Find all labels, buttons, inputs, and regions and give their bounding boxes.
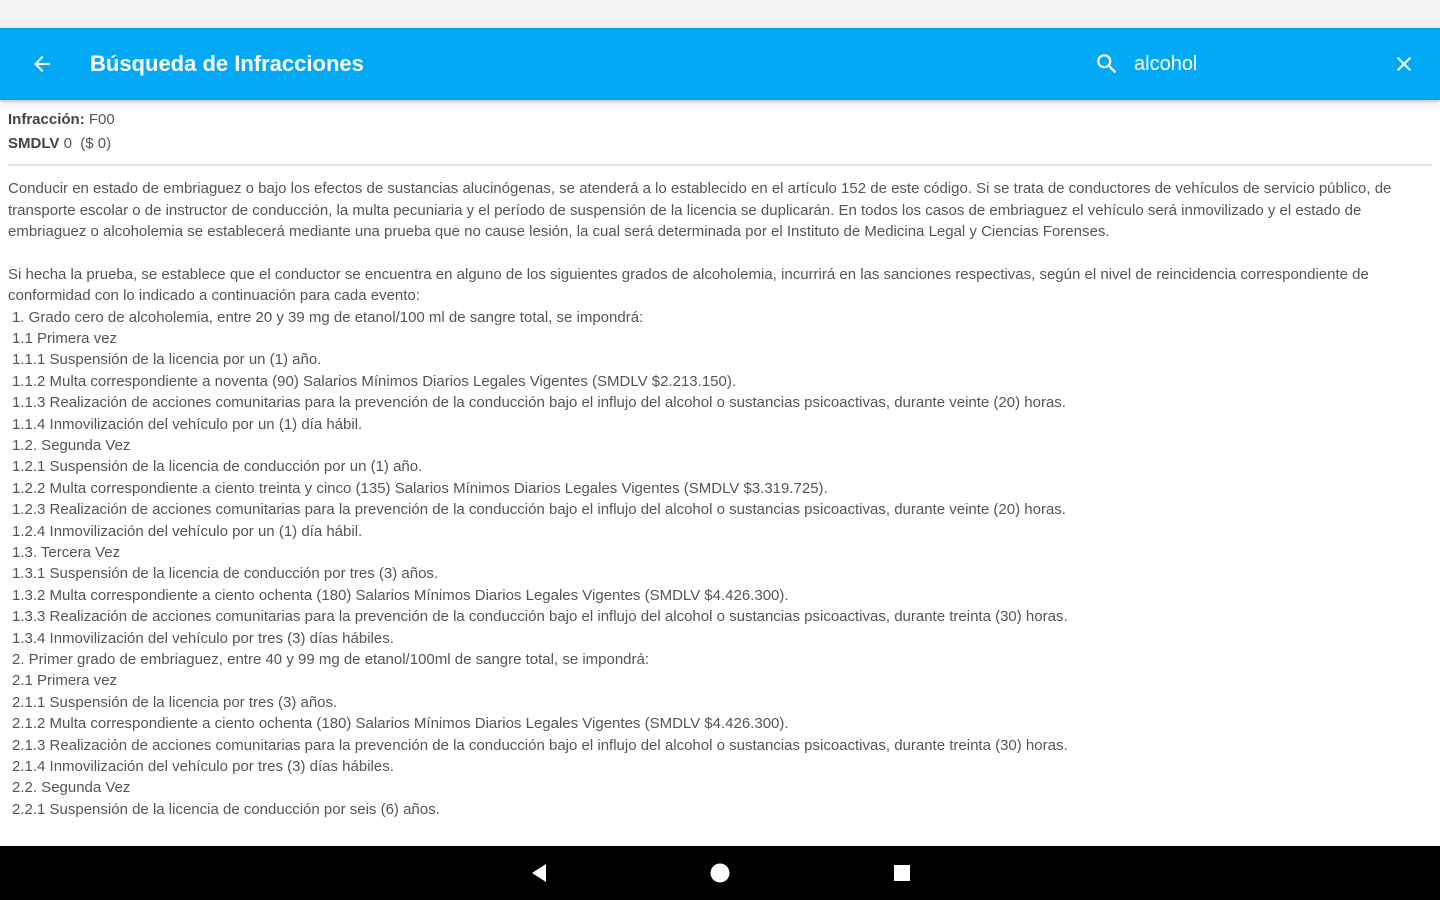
sanction-line: 1.2.1 Suspensión de la licencia de conducción por un (1) año. xyxy=(12,458,423,476)
sanction-line: 1. Grado cero de alcoholemia, entre 20 y 39 mg de etanol/100 ml de sangre total, se impondrá: xyxy=(12,308,644,326)
infraction-code-row xyxy=(8,108,1432,132)
sanction-line: 2.1 Primera vez xyxy=(12,672,118,690)
sanction-line: 2. Primer grado de embriaguez, entre 40 y 99 mg de etanol/100ml de sangre total, se impondrá: xyxy=(12,651,650,668)
sanction-line: 2.1.4 Inmovilización del vehículo por tres (3) días hábiles. xyxy=(12,758,394,776)
sanction-line: 1.2. Segunda Vez xyxy=(12,436,131,454)
smdlv-row xyxy=(8,132,1432,156)
sanction-line: 2.2. Segunda Vez xyxy=(12,779,131,797)
infraction-code-label: Infracción: xyxy=(8,111,85,128)
sanction-line: 2.1.1 Suspensión de la licencia por tres (3) años. xyxy=(12,693,338,711)
nav-home-circle-icon xyxy=(709,862,731,884)
sanction-line: 1.1.2 Multa correspondiente a noventa (90) Salarios Mínimos Diarios Legales Vigentes (SMDLV $2.213.150). xyxy=(12,372,737,390)
sanction-line: 1.1.4 Inmovilización del vehículo por un (1) día hábil. xyxy=(12,415,363,433)
arrow-back-icon xyxy=(30,52,54,76)
nav-back-triangle-icon xyxy=(528,862,550,884)
close-icon xyxy=(1392,52,1416,76)
sanction-line: 1.2.2 Multa correspondiente a ciento treinta y cinco (135) Salarios Mínimos Diarios Legales Vigentes (SMDLV $3.319.725). xyxy=(12,479,828,497)
sanction-line: 1.3.2 Multa correspondiente a ciento ochenta (180) Salarios Mínimos Diarios Legales Vigentes (SMDLV $4.426.300). xyxy=(12,586,789,604)
system-nav-bar xyxy=(0,846,1440,900)
sanction-line: 1.1.3 Realización de acciones comunitarias para la prevención de la conducción bajo el influjo del alcohol o sustancias psicoactivas, durante veinte (20) horas. xyxy=(12,394,1066,412)
sanction-line: 2.2.1 Suspensión de la licencia de conducción por seis (6) años. xyxy=(12,800,440,818)
smdlv-label: SMDLV xyxy=(8,135,60,152)
description-paragraph: Conducir en estado de embriaguez o bajo los efectos de sustancias alucinógenas, se atenderá a lo establecido en el artículo 152 de este código. Si se trata de conductores de vehículos de servicio público, de transporte escolar o de instructor de conducción, la multa pecuniaria y el período de suspensión de la licencia se duplicarán. En todos los casos de embriaguez el vehículo será inmovilizado y el estado de embriaguez o alcoholemia se establecerá mediante una prueba que no cause lesión, la cual será determinada por el Instituto de Medicina Legal y Ciencias Forenses. xyxy=(8,180,1392,240)
smdlv-value: 0 ($ 0) xyxy=(63,135,112,152)
sanction-line: 1.1 Primera vez xyxy=(12,329,118,347)
description-paragraph: Si hecha la prueba, se establece que el conductor se encuentra en alguno de los siguientes grados de alcoholemia, incurrirá en las sanciones respectivas, según el nivel de reincidencia correspondiente de conformidad con lo indicado a continuación para cada evento: xyxy=(8,265,1369,304)
nav-home-button[interactable] xyxy=(705,858,735,888)
sanction-line: 1.1.1 Suspensión de la licencia por un (1) año. xyxy=(12,351,322,369)
nav-recents-button[interactable] xyxy=(887,858,917,888)
sanction-line: 2.1.3 Realización de acciones comunitarias para la prevención de la conducción bajo el influjo del alcohol o sustancias psicoactivas, durante treinta (30) horas. xyxy=(12,736,1068,754)
back-button[interactable] xyxy=(22,44,62,84)
sanction-line: 1.3.1 Suspensión de la licencia de conducción por tres (3) años. xyxy=(12,565,439,583)
sanction-line: 1.2.3 Realización de acciones comunitarias para la prevención de la conducción bajo el influjo del alcohol o sustancias psicoactivas, durante veinte (20) horas. xyxy=(12,501,1066,519)
infraction-detail xyxy=(0,100,1440,846)
nav-recents-square-icon xyxy=(891,862,913,884)
nav-back-button[interactable] xyxy=(524,858,554,888)
clear-search-button[interactable] xyxy=(1384,44,1424,84)
sanction-line: 2.1.2 Multa correspondiente a ciento ochenta (180) Salarios Mínimos Diarios Legales Vigentes (SMDLV $4.426.300). xyxy=(12,715,789,733)
sanction-line: 1.2.4 Inmovilización del vehículo por un (1) día hábil. xyxy=(12,522,363,540)
search-icon xyxy=(1092,49,1122,79)
sanctions-list xyxy=(8,307,1432,821)
status-bar xyxy=(0,0,1440,28)
search-input[interactable] xyxy=(1134,48,1364,80)
divider xyxy=(8,164,1432,166)
app-bar xyxy=(0,28,1440,100)
sanction-line: 1.3. Tercera Vez xyxy=(12,543,121,561)
page-title: Búsqueda de Infracciones xyxy=(90,51,364,76)
infraction-code-value: F00 xyxy=(88,111,115,128)
sanction-line: 1.3.4 Inmovilización del vehículo por tres (3) días hábiles. xyxy=(12,629,394,647)
sanction-line: 1.3.3 Realización de acciones comunitarias para la prevención de la conducción bajo el influjo del alcohol o sustancias psicoactivas, durante treinta (30) horas. xyxy=(12,608,1068,626)
